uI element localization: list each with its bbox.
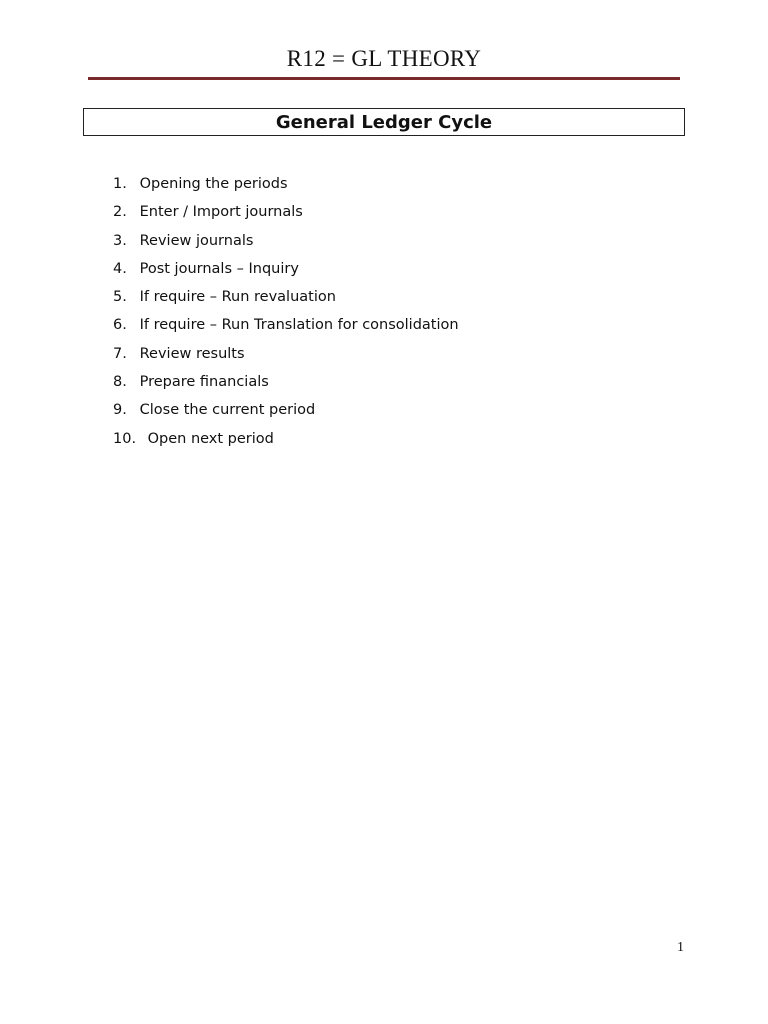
step-number: 8.: [113, 374, 127, 391]
list-item: [113, 343, 459, 371]
list-item: [113, 230, 459, 258]
step-text: Open next period: [147, 430, 274, 447]
header-divider: [88, 77, 680, 80]
step-text: Close the current period: [139, 402, 316, 419]
step-text: Post journals – Inquiry: [139, 260, 299, 277]
list-item: [113, 173, 459, 201]
list-item: [113, 428, 459, 456]
step-number: 2.: [113, 204, 127, 221]
step-number: 5.: [113, 289, 127, 306]
page-number: 1: [677, 940, 684, 955]
step-number: 4.: [113, 260, 127, 277]
step-number: 3.: [113, 232, 127, 249]
section-title: General Ledger Cycle: [275, 112, 493, 133]
step-number: 9.: [113, 402, 127, 419]
step-text: Enter / Import journals: [139, 204, 303, 221]
step-text: Prepare financials: [139, 374, 269, 391]
cycle-steps-list: [113, 173, 459, 456]
step-number: 7.: [113, 345, 127, 362]
list-item: [113, 258, 459, 286]
step-text: If require – Run revaluation: [139, 289, 336, 306]
list-item: [113, 371, 459, 399]
page-title: R12 = GL THEORY: [286, 46, 482, 71]
step-text: Review journals: [139, 232, 254, 249]
step-text: Review results: [139, 345, 245, 362]
step-text: Opening the periods: [139, 176, 288, 192]
list-item: [113, 201, 459, 229]
section-heading-box: [83, 108, 685, 136]
list-item: [113, 399, 459, 427]
step-text: If require – Run Translation for consolidation: [139, 317, 459, 334]
list-item: [113, 286, 459, 314]
step-number: 6.: [113, 317, 127, 334]
step-number: 1.: [113, 176, 127, 192]
step-number: 10.: [113, 430, 137, 447]
list-item: [113, 314, 459, 342]
